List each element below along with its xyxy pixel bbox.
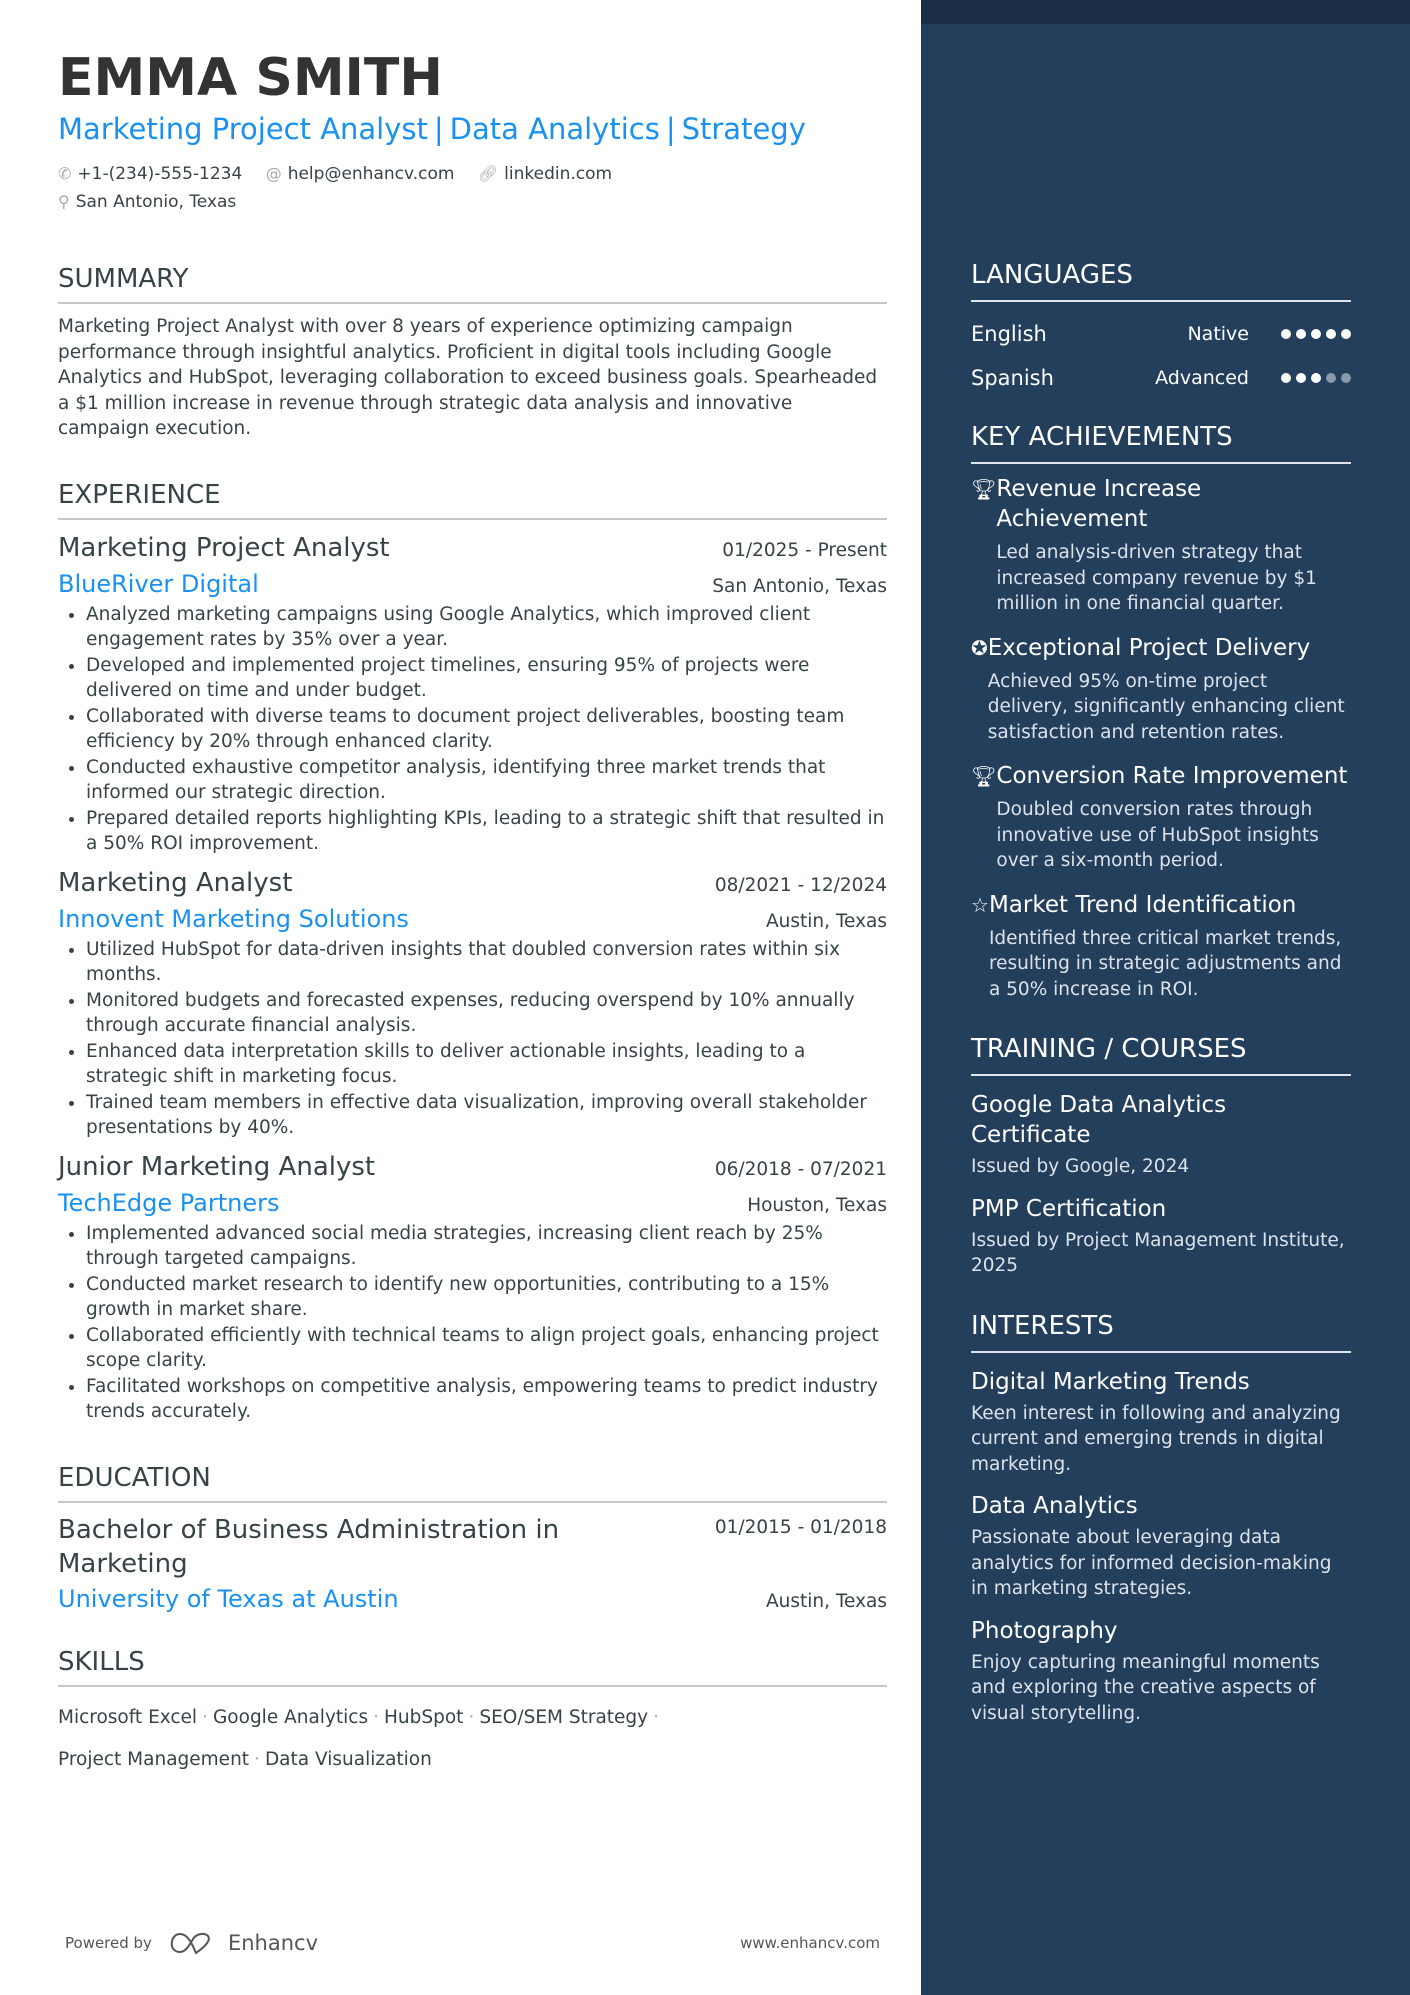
skills-list: [58, 1697, 887, 1781]
interests-description: Passionate about leveraging data analytics for informed decision-making in marketing strategies.: [971, 1527, 1332, 1599]
achievement-title: Conversion Rate Improvement: [996, 763, 1348, 789]
trophy-icon: 🏆︎: [971, 477, 997, 501]
job-bullets: [86, 937, 887, 1141]
bullet-item: • Developed and implemented project timelines, ensuring 95% of projects were delivered on time and under budget.: [86, 653, 887, 704]
bullet-item: • Facilitated workshops on competitive analysis, empowering teams to predict industry trends accurately.: [86, 1374, 887, 1425]
achievement-description: Doubled conversion rates through innovative use of HubSpot insights over a six-month period.: [996, 799, 1319, 871]
language-level: Advanced: [1155, 367, 1249, 389]
training-description: Issued by Google, 2024: [971, 1156, 1190, 1177]
rating-dot: [1326, 373, 1336, 383]
language-rating: [1281, 373, 1351, 383]
skill-item: Data Visualization: [264, 1748, 432, 1770]
skills-heading: SKILLS: [58, 1645, 887, 1687]
headline-separator: |: [665, 112, 676, 146]
rating-dot: [1296, 373, 1306, 383]
rating-dot: [1281, 329, 1291, 339]
training-list: [971, 1090, 1351, 1279]
link-text: linkedin.com: [504, 164, 613, 184]
rating-dot: [1341, 329, 1351, 339]
phone-text: +1-(234)-555-1234: [77, 164, 243, 184]
job-location: San Antonio, Texas: [712, 575, 887, 597]
job-subheader: [58, 901, 887, 937]
job-entry: [58, 530, 887, 857]
experience-list: [58, 530, 887, 1425]
phone-icon: ✆: [58, 164, 72, 183]
languages-heading: LANGUAGES: [971, 258, 1351, 302]
rating-dot: [1281, 373, 1291, 383]
skill-item: HubSpot: [384, 1706, 464, 1728]
training-description: Issued by Project Management Institute, 2025: [971, 1229, 1345, 1276]
bullet-item: • Analyzed marketing campaigns using Google Analytics, which improved client engagement rates by 35% over a year.: [86, 602, 887, 653]
job-entry: [58, 865, 887, 1141]
experience-heading: EXPERIENCE: [58, 478, 887, 520]
bullet-item: • Conducted exhaustive competitor analysis, identifying three market trends that informed our strategic direction.: [86, 755, 887, 806]
achievement-content: [996, 474, 1351, 617]
bullet-item: • Implemented advanced social media strategies, increasing client reach by 25% through targeted campaigns.: [86, 1221, 887, 1272]
language-name: English: [971, 322, 1047, 346]
education-entry: [58, 1513, 887, 1581]
job-dates: 08/2021 - 12/2024: [714, 874, 887, 896]
rating-dot: [1326, 329, 1336, 339]
company-name: TechEdge Partners: [58, 1188, 280, 1217]
location: [58, 192, 236, 212]
main-column: [58, 48, 887, 1781]
achievement-item: [971, 633, 1351, 746]
degree: Bachelor of Business Administration in Marketing: [58, 1514, 560, 1579]
company-name: BlueRiver Digital: [58, 569, 259, 598]
achievement-title: Market Trend Identification: [988, 891, 1297, 918]
sidebar-top-strip: [921, 0, 1410, 24]
bullet-item: • Prepared detailed reports highlighting KPIs, leading to a strategic shift that resulted in a 50% ROI improvement.: [86, 806, 887, 857]
skill-item: Google Analytics: [212, 1706, 369, 1728]
interests-description: Keen interest in following and analyzing current and emerging trends in digital marketing.: [971, 1402, 1341, 1475]
powered-by: Powered by: [65, 1934, 152, 1952]
school: University of Texas at Austin: [58, 1584, 399, 1613]
job-subheader: [58, 1185, 887, 1221]
training-title: Google Data Analytics Certificate: [971, 1092, 1227, 1148]
rating-dot: [1311, 373, 1321, 383]
language-name: Spanish: [971, 366, 1054, 390]
job-header: [58, 1149, 887, 1185]
achievement-item: [971, 890, 1351, 1003]
job-header: [58, 865, 887, 901]
language-rating: [1281, 329, 1351, 339]
link-icon: 🔗︎: [477, 164, 499, 183]
achievement-description: Identified three critical market trends, resulting in strategic adjustments and a 50% increase in ROI.: [988, 927, 1342, 1000]
star-icon: ☆: [971, 892, 989, 917]
company-name: Innovent Marketing Solutions: [58, 904, 409, 933]
job-location: Austin, Texas: [765, 910, 887, 932]
website-link[interactable]: www.enhancv.com: [740, 1934, 880, 1952]
contact-info: [58, 160, 887, 216]
interests-list: [971, 1367, 1351, 1727]
summary-heading: SUMMARY: [58, 262, 887, 304]
skill-separator: ·: [653, 1706, 660, 1728]
location-text: San Antonio, Texas: [75, 192, 237, 212]
job-bullets: [86, 1221, 887, 1425]
linkedin-link[interactable]: [478, 164, 612, 184]
education-heading: EDUCATION: [58, 1461, 887, 1503]
footer: [65, 1930, 880, 1956]
skill-separator: ·: [202, 1706, 208, 1728]
trophy-icon: 🏆︎: [971, 764, 997, 788]
bullet-item: • Enhanced data interpretation skills to deliver actionable insights, leading to a strategic shift in marketing focus.: [86, 1039, 887, 1090]
headline-separator: |: [433, 112, 444, 146]
rating-dot: [1296, 329, 1306, 339]
achievements-list: [971, 474, 1351, 1002]
job-dates: 01/2025 - Present: [722, 539, 887, 561]
bullet-item: • Collaborated with diverse teams to document project deliverables, boosting team efficiency by 20% through enhanced clarity.: [86, 704, 887, 755]
achievement-content: [996, 761, 1351, 874]
job-entry: [58, 1149, 887, 1425]
skill-separator: ·: [254, 1748, 260, 1770]
headline-strategy: Strategy: [681, 112, 806, 146]
rating-dot: [1311, 329, 1321, 339]
training-heading: TRAINING / COURSES: [971, 1032, 1351, 1076]
enhancv-logo-icon: [166, 1930, 214, 1956]
brand-name: Enhancv: [227, 1931, 318, 1955]
job-header: [58, 530, 887, 566]
at-icon: @: [265, 164, 282, 183]
achievements-heading: KEY ACHIEVEMENTS: [971, 420, 1351, 464]
languages-list: [971, 312, 1351, 400]
email[interactable]: [266, 164, 455, 184]
summary-text: Marketing Project Analyst with over 8 years of experience optimizing campaign performance through insightful analytics. Proficient in digital tools including Google Analytics and HubSpot, leveraging collaboration to exceed business goals. Spearheaded a $1 million increase in revenue through strategic data analysis and innovative campaign execution.: [58, 316, 878, 439]
location-pin-icon: ⚲: [58, 192, 70, 211]
job-title: Marketing Project Analyst: [58, 532, 390, 563]
achievement-title: Revenue Increase Achievement: [996, 476, 1202, 532]
job-title: Marketing Analyst: [58, 867, 293, 898]
headline-role: Marketing Project Analyst: [58, 112, 428, 146]
interests-title: Data Analytics: [971, 1493, 1138, 1519]
job-title: Junior Marketing Analyst: [58, 1151, 376, 1182]
language-item: [971, 312, 1351, 356]
education-location: Austin, Texas: [765, 1590, 887, 1612]
bullet-item: • Monitored budgets and forecasted expenses, reducing overspend by 10% annually through accurate financial analysis.: [86, 988, 887, 1039]
rating-dot: [1341, 373, 1351, 383]
bullet-item: • Collaborated efficiently with technical teams to align project goals, enhancing project scope clarity.: [86, 1323, 887, 1374]
sidebar: [921, 0, 1410, 1995]
skill-item: SEO/SEM Strategy: [479, 1706, 649, 1728]
email-text: help@enhancv.com: [287, 164, 455, 184]
language-item: [971, 356, 1351, 400]
training-title: PMP Certification: [971, 1195, 1167, 1222]
achievement-description: Led analysis-driven strategy that increased company revenue by $1 million in one financial quarter.: [996, 542, 1317, 614]
job-subheader: [58, 566, 887, 602]
headline-focus: Data Analytics: [449, 112, 660, 146]
bullet-item: • Trained team members in effective data visualization, improving overall stakeholder presentations by 40%.: [86, 1090, 887, 1141]
phone[interactable]: [58, 164, 242, 184]
achievement-title: Exceptional Project Delivery: [987, 634, 1311, 661]
interests-title: Digital Marketing Trends: [971, 1368, 1250, 1395]
candidate-name: EMMA SMITH: [58, 48, 443, 108]
interests-heading: INTERESTS: [971, 1309, 1351, 1353]
job-location: Houston, Texas: [747, 1194, 887, 1216]
education-dates: 01/2015 - 01/2018: [714, 1516, 887, 1538]
achievement-item: [971, 474, 1351, 617]
achievement-content: [989, 890, 1351, 1003]
skill-item: Microsoft Excel: [58, 1706, 198, 1728]
skill-separator: ·: [373, 1706, 379, 1728]
interests-title: Photography: [971, 1617, 1118, 1644]
achievement-content: [988, 633, 1351, 746]
award-icon: ✪: [971, 635, 988, 660]
job-bullets: [86, 602, 887, 857]
interests-description: Enjoy capturing meaningful moments and exploring the creative aspects of visual storytelling.: [971, 1651, 1320, 1724]
bullet-item: • Utilized HubSpot for data-driven insights that doubled conversion rates within six months.: [86, 937, 887, 988]
job-dates: 06/2018 - 07/2021: [714, 1158, 887, 1180]
skill-item: Project Management: [58, 1748, 250, 1770]
achievement-item: [971, 761, 1351, 874]
skill-separator: ·: [468, 1706, 475, 1728]
bullet-item: • Conducted market research to identify new opportunities, contributing to a 15% growth in market share.: [86, 1272, 887, 1323]
headline: [58, 110, 887, 148]
language-level: Native: [1187, 323, 1249, 345]
achievement-description: Achieved 95% on-time project delivery, significantly enhancing client satisfaction and retention rates.: [987, 670, 1345, 743]
